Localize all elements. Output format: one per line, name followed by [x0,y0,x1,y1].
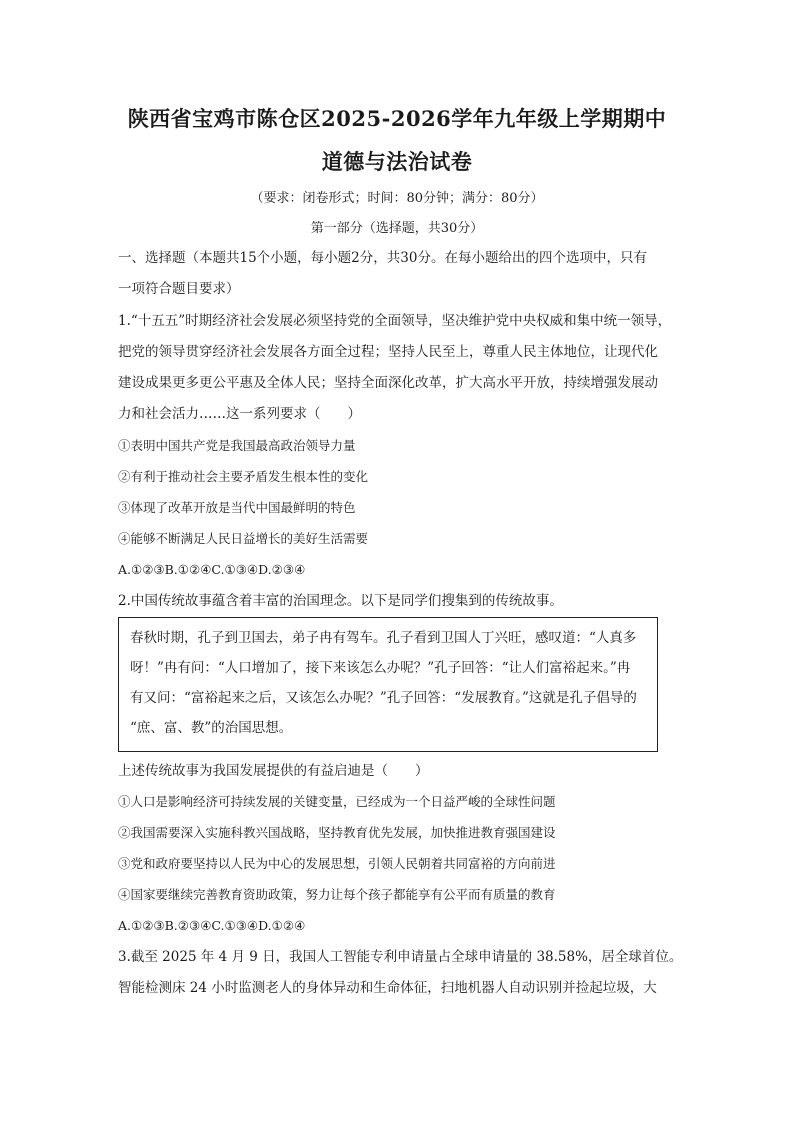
q2-stem: 2.中国传统故事蕴含着丰富的治国理念。以下是同学们搜集到的传统故事。 [118,593,563,609]
q2-story-line: 有又问：“富裕起来之后，又该怎么办呢？”孔子回答：“发展教育。”这就是孔子倡导的 [130,690,637,706]
exam-requirements: （要求：闭卷形式；时间：80分钟；满分：80分） [250,191,544,206]
exam-title-line2: 道德与法治试卷 [321,149,473,174]
q2-option: ②我国需要深入实施科教兴国战略，坚持教育优先发展，加快推进教育强国建设 [118,825,556,840]
section-intro-line2: 一项符合题目要求） [118,281,240,297]
q1-option: ④能够不断满足人民日益增长的美好生活需要 [118,531,369,546]
q2-story-line: “庶、富、教”的治国思想。 [130,720,293,736]
q3-stem-line: 智能检测床 24 小时监测老人的身体异动和生命体征，扫地机器人自动识别并捡起垃圾，大 [118,980,657,996]
q1-stem-line: 1.“十五五”时期经济社会发展必须坚持党的全面领导，坚决维护党中央权威和集中统一领导， [118,313,672,329]
q2-option: ③党和政府要坚持以人民为中心的发展思想，引领人民朝着共同富裕的方向前进 [118,856,556,871]
q2-option: ①人口是影响经济可持续发展的关键变量，已经成为一个日益严峻的全球性问题 [118,794,556,809]
q2-story-line: 春秋时期，孔子到卫国去，弟子冉有驾车。孔子看到卫国人丁兴旺，感叹道：“人真多 [130,630,637,646]
q1-choices: A.①②③B.①②④C.①③④D.②③④ [118,562,306,577]
q1-option: ②有利于推动社会主要矛盾发生根本性的变化 [118,469,369,484]
part-label: 第一部分（选择题，共30分） [310,221,484,236]
q2-question: 上述传统故事为我国发展提供的有益启迪是（ ） [118,763,429,779]
section-intro-line1: 一、选择题（本题共15个小题，每小题2分，共30分。在每小题给出的四个选项中，只有 [118,250,647,266]
q2-choices: A.①②③B.②③④C.①③④D.①②④ [118,918,306,933]
q2-story-line: 呀！”冉有问：“人口增加了，接下来该怎么办呢？”孔子回答：“让人们富裕起来。”冉 [130,660,631,676]
exam-title-line1: 陕西省宝鸡市陈仓区2025-2026学年九年级上学期期中 [127,106,667,131]
q3-stem-line: 3.截至 2025 年 4 月 9 日，我国人工智能专利申请量占全球申请量的 38.58%，居全球首位。 [118,949,683,965]
q1-stem-line: 力和社会活力……这一系列要求（ ） [118,406,361,422]
q1-stem-line: 建设成果更多更公平惠及全体人民；坚持全面深化改革，扩大高水平开放，持续增强发展动 [118,375,658,391]
q1-stem-line: 把党的领导贯穿经济社会发展各方面全过程；坚持人民至上，尊重人民主体地位，让现代化 [118,344,658,360]
q1-option: ①表明中国共产党是我国最高政治领导力量 [118,438,356,453]
q2-story-box [118,617,658,752]
q2-option: ④国家要继续完善教育资助政策，努力让每个孩子都能享有公平而有质量的教育 [118,887,556,902]
q1-option: ③体现了改革开放是当代中国最鲜明的特色 [118,500,356,515]
